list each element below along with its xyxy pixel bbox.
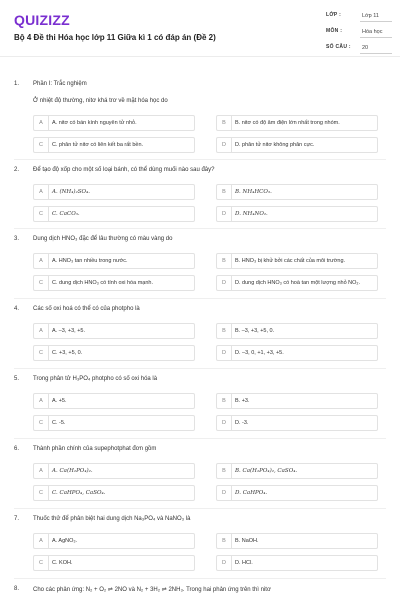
option-text: B. Ca(H₂PO₄)₂, CaSO₄. <box>235 468 298 474</box>
option-c[interactable] <box>33 415 195 431</box>
option-text: D. HCl. <box>235 560 253 566</box>
option-letter: D <box>217 486 232 500</box>
option-letter: B <box>217 185 232 199</box>
question-text: Dung dịch HNO₃ đặc để lâu thường có màu vàng do <box>33 236 173 242</box>
option-text: C. +3, +5, 0. <box>52 350 83 356</box>
option-letter: B <box>217 394 232 408</box>
option-c[interactable] <box>33 206 195 222</box>
option-d[interactable] <box>216 555 378 571</box>
question-text: Các số oxi hoá có thể có của photpho là <box>33 306 140 312</box>
meta-label: SỐ CÂU : <box>326 44 351 50</box>
meta-value: 20 <box>362 45 369 51</box>
option-letter: C <box>34 486 49 500</box>
option-letter: C <box>34 346 49 360</box>
option-letter: D <box>217 416 232 430</box>
option-letter: D <box>217 346 232 360</box>
option-text: D. dung dịch HNO₃ có hoà tan một lượng nhỏ NO₂. <box>235 280 361 286</box>
option-c[interactable] <box>33 555 195 571</box>
option-text: A. +5. <box>52 398 67 404</box>
option-a[interactable] <box>33 393 195 409</box>
option-letter: A <box>34 324 49 338</box>
divider <box>14 578 386 579</box>
question-number: 1. <box>14 81 20 87</box>
option-text: C. KOH. <box>52 560 73 566</box>
option-text: D. phân tử nitơ không phân cực. <box>235 142 315 148</box>
option-text: D. –3, 0, +1, +3, +5. <box>235 350 284 356</box>
question-number: 8. <box>14 586 20 592</box>
option-letter: B <box>217 324 232 338</box>
option-text: D. -3. <box>235 420 249 426</box>
question-number: 2. <box>14 167 20 173</box>
option-text: B. NaOH. <box>235 538 259 544</box>
option-a[interactable] <box>33 184 195 200</box>
divider <box>14 368 386 369</box>
option-letter: C <box>34 556 49 570</box>
meta-value: Hóa học <box>362 29 383 35</box>
option-letter: D <box>217 556 232 570</box>
divider <box>14 438 386 439</box>
option-a[interactable] <box>33 463 195 479</box>
meta-row-class <box>322 8 394 24</box>
option-b[interactable] <box>216 323 378 339</box>
option-text: A. nitơ có bán kính nguyên tử nhỏ. <box>52 120 137 126</box>
option-letter: A <box>34 116 49 130</box>
option-d[interactable] <box>216 345 378 361</box>
question-text: Thành phần chính của supephotphat đơn gồm <box>33 446 157 452</box>
section-title: Phần I: Trắc nghiệm <box>33 81 87 87</box>
header <box>0 0 400 60</box>
option-text: C. -5. <box>52 420 66 426</box>
meta-panel <box>322 8 394 56</box>
option-text: D. CaHPO₄. <box>235 490 268 496</box>
divider <box>14 159 386 160</box>
option-text: C. CaHPO₄, CaSO₄. <box>52 490 106 496</box>
meta-label: LỚP : <box>326 12 342 18</box>
option-letter: B <box>217 464 232 478</box>
option-letter: C <box>34 416 49 430</box>
option-letter: C <box>34 207 49 221</box>
option-letter: A <box>34 185 49 199</box>
meta-row-count <box>322 40 394 56</box>
option-text: B. –3, +3, +5, 0. <box>235 328 275 334</box>
option-text: A. (NH₄)₂SO₄. <box>52 189 91 195</box>
option-letter: D <box>217 207 232 221</box>
question-text: Ở nhiệt độ thường, nitơ khá trơ về mặt hóa học do <box>33 98 168 104</box>
option-b[interactable] <box>216 184 378 200</box>
option-d[interactable] <box>216 485 378 501</box>
option-letter: D <box>217 138 232 152</box>
option-a[interactable] <box>33 115 195 131</box>
option-text: B. +3. <box>235 398 250 404</box>
option-text: D. NH₄NO₂. <box>235 211 268 217</box>
meta-row-subject <box>322 24 394 40</box>
header-divider <box>0 56 400 57</box>
option-letter: A <box>34 464 49 478</box>
meta-label: MÔN : <box>326 28 343 34</box>
question-text: Để tạo độ xốp cho một số loại bánh, có thể dùng muối nào sau đây? <box>33 167 215 173</box>
option-d[interactable] <box>216 137 378 153</box>
option-text: A. Ca(H₂PO₄)₂. <box>52 468 93 474</box>
option-c[interactable] <box>33 275 195 291</box>
option-b[interactable] <box>216 393 378 409</box>
quizizz-logo: QUIZIZZ <box>14 12 70 28</box>
option-b[interactable] <box>216 533 378 549</box>
question-text: Thuốc thử để phân biệt hai dung dịch Na₃PO₄ và NaNO₃ là <box>33 516 191 522</box>
option-d[interactable] <box>216 206 378 222</box>
question-number: 7. <box>14 516 20 522</box>
page-title: Bộ 4 Đề thi Hóa học lớp 11 Giữa kì 1 có đáp án (Đề 2) <box>14 33 216 42</box>
option-c[interactable] <box>33 137 195 153</box>
option-letter: C <box>34 276 49 290</box>
option-letter: B <box>217 254 232 268</box>
question-number: 5. <box>14 376 20 382</box>
question-text: Cho các phản ứng: N₂ + O₂ ⇌ 2NO và N₂ + 3H₂ ⇌ 2NH₃. Trong hai phản ứng trên thì nitơ <box>33 587 271 593</box>
option-d[interactable] <box>216 415 378 431</box>
option-letter: A <box>34 534 49 548</box>
question-number: 6. <box>14 446 20 452</box>
question-text: Trong phân tử H₃PO₄ photpho có số oxi hóa là <box>33 376 158 382</box>
meta-value: Lớp 11 <box>362 13 379 19</box>
option-d[interactable] <box>216 275 378 291</box>
meta-value-field <box>360 43 392 54</box>
option-letter: A <box>34 254 49 268</box>
option-text: C. phân tử nitơ có liên kết ba rất bền. <box>52 142 144 148</box>
question-number: 4. <box>14 306 20 312</box>
meta-value-field <box>360 11 392 22</box>
option-text: B. nitơ có độ âm điện lớn nhất trong nhóm. <box>235 120 340 126</box>
option-text: A. –3, +3, +5. <box>52 328 86 334</box>
option-text: B. NH₄HCO₃. <box>235 189 272 195</box>
option-text: A. HNO₃ tan nhiều trong nước. <box>52 258 128 264</box>
divider <box>14 228 386 229</box>
option-c[interactable] <box>33 485 195 501</box>
option-letter: C <box>34 138 49 152</box>
option-a[interactable] <box>33 253 195 269</box>
option-letter: A <box>34 394 49 408</box>
question-number: 3. <box>14 236 20 242</box>
option-a[interactable] <box>33 323 195 339</box>
option-text: C. dung dịch HNO₃ có tính oxi hóa mạnh. <box>52 280 153 286</box>
option-letter: B <box>217 534 232 548</box>
option-b[interactable] <box>216 253 378 269</box>
option-b[interactable] <box>216 115 378 131</box>
option-letter: B <box>217 116 232 130</box>
option-text: B. HNO₃ bị khử bởi các chất của môi trường. <box>235 258 346 264</box>
option-b[interactable] <box>216 463 378 479</box>
option-text: C. CaCO₃. <box>52 211 80 217</box>
divider <box>14 298 386 299</box>
meta-value-field <box>360 27 392 38</box>
option-a[interactable] <box>33 533 195 549</box>
option-letter: D <box>217 276 232 290</box>
divider <box>14 508 386 509</box>
option-c[interactable] <box>33 345 195 361</box>
option-text: A. AgNO₃. <box>52 538 78 544</box>
